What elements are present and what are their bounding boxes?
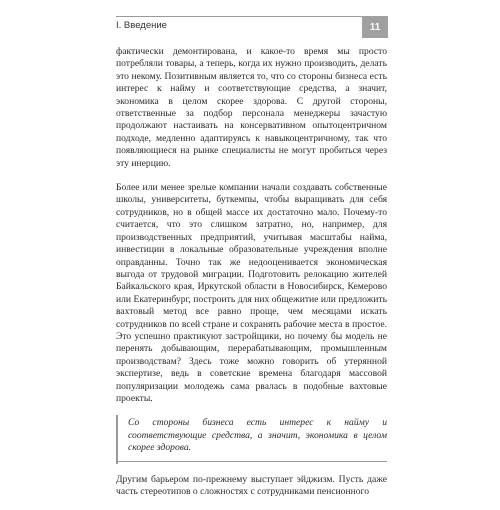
section-label: I. Введение <box>116 20 167 31</box>
paragraph: Другим барьером по-прежнему выступает эйджизм. Пусть даже часть стереотипов о сложностях с сотрудниками пенсионного <box>116 473 387 497</box>
pull-quote: Со стороны бизнеса есть интерес к найму и соответствующие средства, а значит, экономика в целом скорее здорова. <box>116 415 387 463</box>
paragraph: Более или менее зрелые компании начали создавать собственные школы, университеты, буткемпы, чтобы выращивать для себя сотрудников, но в общей массе их достаточно мало. Почему-то считается, что это слишком затратно, но, например, для производственных предприятий, учитывая масштабы найма, инвестиции в локальные образовательные учреждения вполне оправданны. Точно так же недооценивается экономическая выгода от трудовой миграции. Подготовить релокацию жителей Байкальского края, Иркутской области в Новосибирск, Кемерово или Екатеринбург, построить для них общежитие или предложить вахтовый метод все равно проще, чем месяцами искать сотрудников по всей стране и сохранять рабочие места в простое. Это успешно практикуют застройщики, но почему бы модель не перенять добывающим, перерабатывающим, промышленным производствам? Здесь тоже можно говорить об утерянной экспертизе, ведь в советские времена благодаря массовой популяризации молодежь сама рвалась в подобные вахтовые проекты. <box>116 182 387 404</box>
page-number: 11 <box>362 16 388 38</box>
main-text <box>116 46 387 510</box>
running-header <box>116 16 388 38</box>
paragraph: фактически демонтирована, и какое-то время мы просто потребляли товары, а теперь, когда их нужно производить, делать это некому. Позитивным является то, что со стороны бизнеса есть интерес к найму и соответствующие средства, а значит, экономика в целом скорее здорова. С другой стороны, ответственные за подбор персонала менеджеры зачастую продолжают настаивать на консервативном опытоцентричном подходе, медленно адаптируясь к навыкоцентричному, так что появляющиеся на рынке специалисты не могут пробиться через эту инерцию. <box>116 46 387 169</box>
